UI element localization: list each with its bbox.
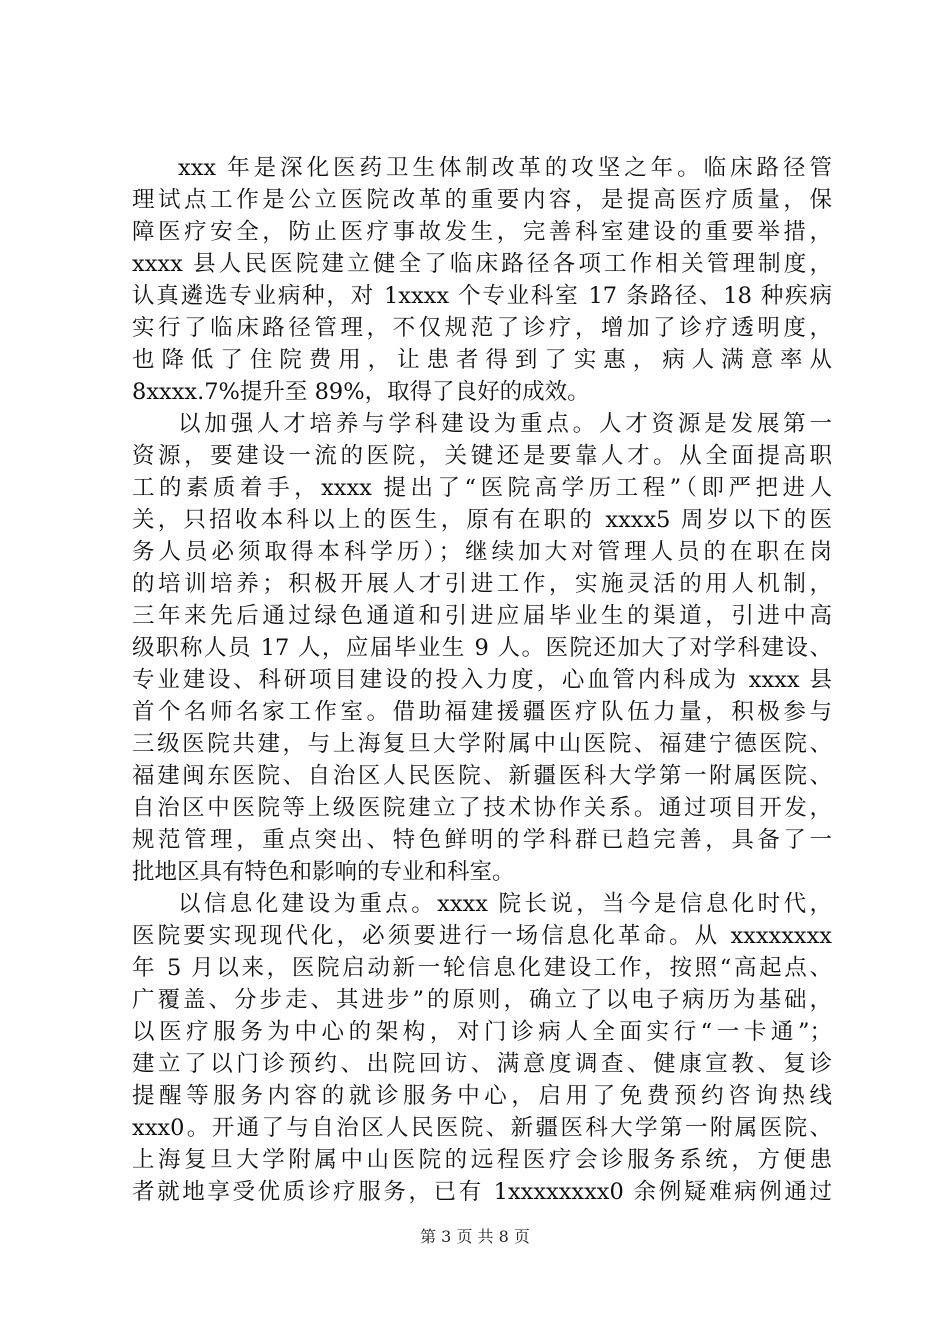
text-line: 实行了临床路径管理，不仅规范了诊疗，增加了诊疗透明度，	[132, 315, 832, 341]
text-line: 自治区中医院等上级医院建立了技术协作关系。通过项目开发，	[132, 795, 832, 821]
text-line: 的培训培养；积极开展人才引进工作，实施灵活的用人机制，	[132, 571, 832, 597]
paragraph-talent-training	[132, 408, 832, 888]
text-line: 福建闽东医院、自治区人民医院、新疆医科大学第一附属医院、	[132, 763, 832, 789]
text-line: 资源，要建设一流的医院，关键还是要靠人才。从全面提高职	[132, 443, 832, 469]
text-line: 务人员必须取得本科学历）；继续加大对管理人员的在职在岗	[132, 539, 832, 565]
text-line: xxxx 县人民医院建立健全了临床路径各项工作相关管理制度，	[132, 251, 832, 277]
text-line: xxx0。开通了与自治区人民医院、新疆医科大学第一附属医院、	[132, 1115, 832, 1141]
text-line: 广覆盖、分步走、其进步”的原则，确立了以电子病历为基础，	[132, 987, 832, 1013]
text-line: 首个名师名家工作室。借助福建援疆医疗队伍力量，积极参与	[132, 699, 832, 725]
text-line: 三年来先后通过绿色通道和引进应届毕业生的渠道，引进中高	[132, 603, 832, 629]
page-number-footer: 第 3 页 共 8 页	[420, 1227, 530, 1246]
paragraph-clinical-pathway	[132, 152, 832, 408]
text-line: 8xxxx.7%提升至 89%，取得了良好的成效。	[132, 379, 590, 405]
text-line: 以医疗服务为中心的架构，对门诊病人全面实行“一卡通”；	[132, 1019, 832, 1045]
text-line: 也降低了住院费用，让患者得到了实惠，病人满意率从	[132, 347, 832, 373]
text-line: 建立了以门诊预约、出院回访、满意度调查、健康宣教、复诊	[132, 1051, 832, 1077]
text-line: 障医疗安全，防止医疗事故发生，完善科室建设的重要举措，	[132, 219, 832, 245]
text-line: 理试点工作是公立医院改革的重要内容，是提高医疗质量，保	[132, 187, 832, 213]
text-line: 医院要实现现代化，必须要进行一场信息化革命。从 xxxxxxxx	[132, 923, 832, 949]
text-line: 规范管理，重点突出、特色鲜明的学科群已趋完善，具备了一	[132, 827, 832, 853]
text-line: 三级医院共建，与上海复旦大学附属中山医院、福建宁德医院、	[132, 731, 832, 757]
text-line: 提醒等服务内容的就诊服务中心，启用了免费预约咨询热线	[132, 1083, 832, 1109]
body-text	[132, 152, 832, 1208]
text-line: 上海复旦大学附属中山医院的远程医疗会诊服务系统，方便患	[132, 1147, 832, 1173]
text-line: 年 5 月以来，医院启动新一轮信息化建设工作，按照“高起点、	[132, 955, 832, 981]
text-line: 批地区具有特色和影响的专业和科室。	[132, 859, 515, 885]
text-line: 者就地享受优质诊疗服务，已有 1xxxxxxxx0 余例疑难病例通过	[132, 1179, 832, 1205]
text-line: 专业建设、科研项目建设的投入力度，心血管内科成为 xxxx 县	[132, 667, 832, 693]
text-line: 以信息化建设为重点。xxxx 院长说，当今是信息化时代，	[178, 891, 832, 917]
paragraph-informatization	[132, 888, 832, 1208]
text-line: 以加强人才培养与学科建设为重点。人才资源是发展第一	[178, 411, 832, 437]
text-line: xxx 年是深化医药卫生体制改革的攻坚之年。临床路径管	[178, 155, 832, 181]
text-line: 工的素质着手，xxxx 提出了“医院高学历工程”（即严把进人	[132, 475, 832, 501]
text-line: 级职称人员 17 人，应届毕业生 9 人。医院还加大了对学科建设、	[132, 635, 832, 661]
text-line: 关，只招收本科以上的医生，原有在职的 xxxx5 周岁以下的医	[132, 507, 832, 533]
text-line: 认真遴选专业病种，对 1xxxx 个专业科室 17 条路径、18 种疾病	[132, 283, 832, 309]
